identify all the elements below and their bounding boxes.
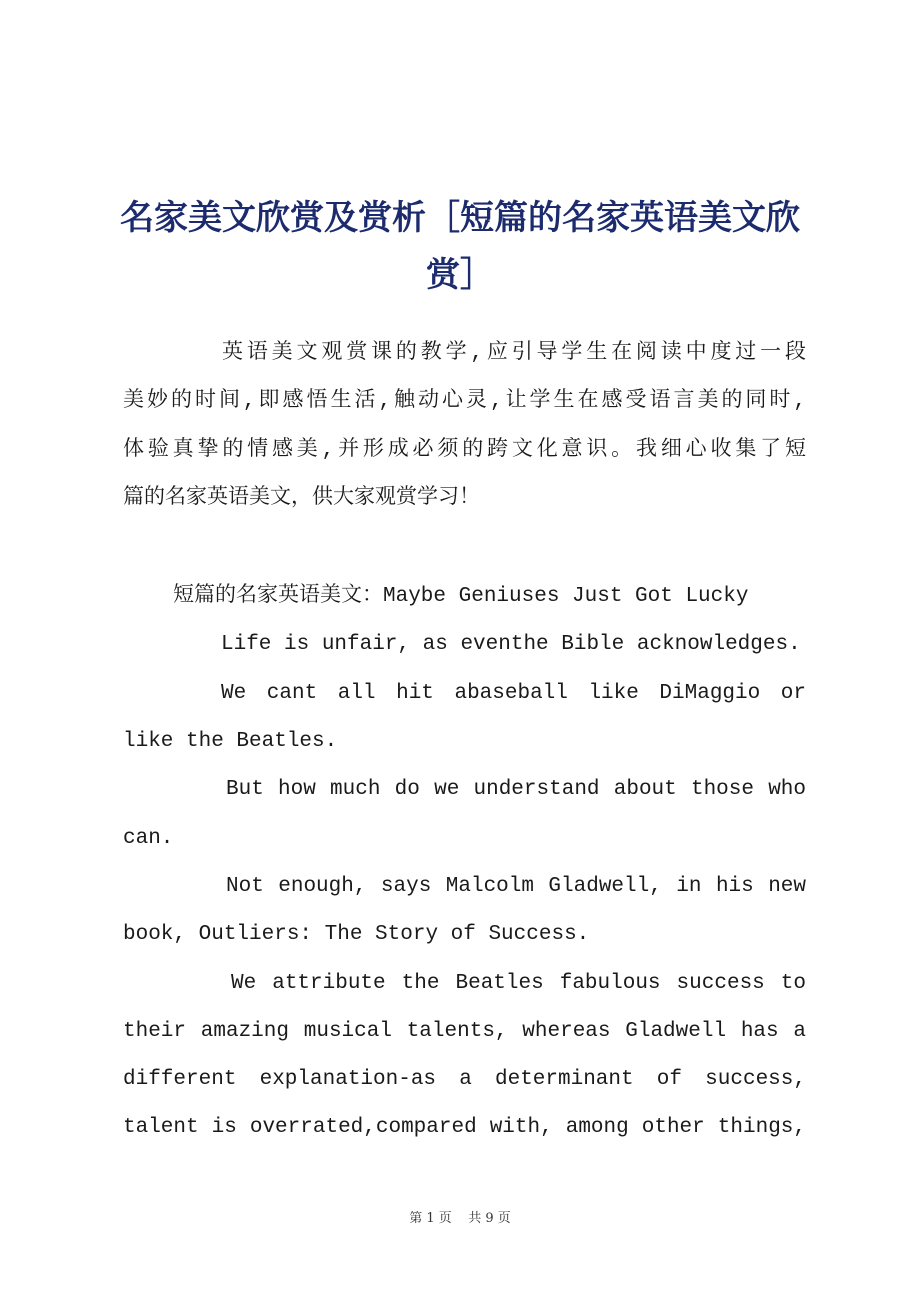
title-line-2: 赏］ [426, 255, 494, 295]
text-line: We attribute the Beatles fabulous success to [231, 971, 806, 995]
text-line: book, Outliers: The Story of Success. [123, 923, 590, 947]
paragraph-gap [123, 523, 806, 573]
document-title [100, 190, 820, 304]
text-line: But how much do we understand about those who [226, 778, 806, 802]
page-number: 第 1 页 [409, 1211, 452, 1226]
title-line-1: 名家美文欣赏及赏析［短篇的名家英语美文欣 [120, 198, 800, 238]
page-footer [0, 1207, 920, 1226]
paragraph [123, 621, 806, 669]
text-line: like the Beatles. [123, 730, 338, 754]
text-line: Not enough, says Malcolm Gladwell, in his new [226, 874, 806, 898]
text-line: We cant all hit abaseball like DiMaggio or [221, 681, 806, 705]
paragraph [123, 960, 806, 1153]
text-line: 英语美文观赏课的教学,应引导学生在阅读中度过一段 [222, 342, 806, 365]
text-line: 篇的名家英语美文，供大家观赏学习！ [123, 486, 480, 510]
paragraph [123, 670, 806, 767]
paragraph [123, 330, 806, 523]
text-line: 短篇的名家英语美文：Maybe Geniuses Just Got Lucky [173, 585, 749, 609]
document-body [123, 330, 806, 1153]
text-line: Life is unfair, as eventhe Bible acknowledges. [221, 633, 801, 657]
text-line: different explanation-as a determinant of success, [123, 1068, 806, 1092]
text-line: can. [123, 826, 174, 850]
text-line: 体验真挚的情感美,并形成必须的跨文化意识。我细心收集了短 [123, 438, 806, 462]
text-line: their amazing musical talents, whereas Gladwell has a [123, 1019, 806, 1043]
paragraph [123, 573, 806, 621]
text-line: 美妙的时间,即感悟生活,触动心灵,让学生在感受语言美的同时, [123, 390, 806, 414]
text-line: talent is overrated,compared with, among other things, [123, 1116, 806, 1140]
paragraph [123, 766, 806, 863]
page-total: 共 9 页 [468, 1211, 511, 1226]
paragraph [123, 863, 806, 960]
